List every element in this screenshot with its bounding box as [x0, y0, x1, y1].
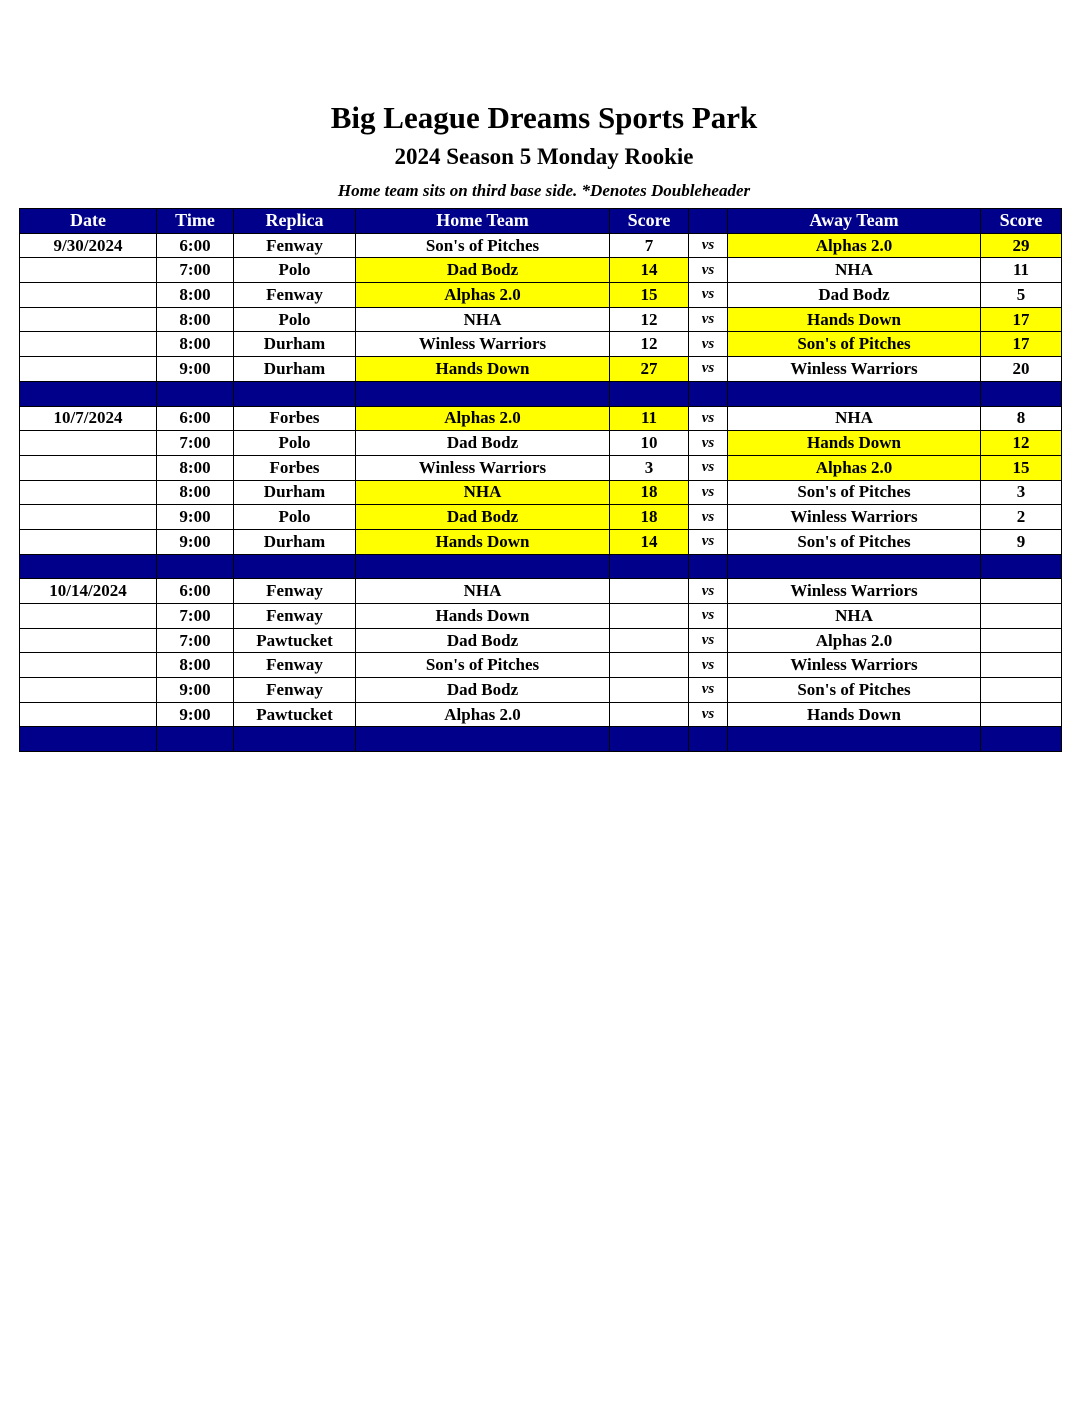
vs-label: vs: [689, 233, 728, 258]
away-score-cell: 8: [981, 406, 1062, 431]
home-team-cell: Winless Warriors: [356, 455, 610, 480]
home-score-cell: [610, 604, 689, 629]
separator-cell: [20, 381, 157, 406]
replica-cell: Durham: [234, 332, 356, 357]
away-team-cell: Hands Down: [728, 702, 981, 727]
game-row: [20, 529, 1062, 554]
home-team-cell: Dad Bodz: [356, 678, 610, 703]
home-team-cell: Dad Bodz: [356, 505, 610, 530]
replica-cell: Fenway: [234, 283, 356, 308]
replica-cell: Fenway: [234, 653, 356, 678]
date-cell: [20, 480, 157, 505]
away-team-cell: Son's of Pitches: [728, 678, 981, 703]
page-title: Big League Dreams Sports Park: [330, 100, 758, 135]
home-team-cell: Dad Bodz: [356, 431, 610, 456]
time-cell: 7:00: [157, 258, 234, 283]
date-cell: [20, 307, 157, 332]
replica-cell: Polo: [234, 431, 356, 456]
home-score-cell: [610, 653, 689, 678]
away-team-cell: Dad Bodz: [728, 283, 981, 308]
vs-label: vs: [689, 406, 728, 431]
replica-cell: Fenway: [234, 579, 356, 604]
home-score-cell: 27: [610, 357, 689, 382]
date-cell: [20, 653, 157, 678]
replica-cell: Pawtucket: [234, 628, 356, 653]
separator-cell: [689, 381, 728, 406]
replica-cell: Durham: [234, 480, 356, 505]
vs-label: vs: [689, 678, 728, 703]
game-row: [20, 604, 1062, 629]
replica-cell: Fenway: [234, 604, 356, 629]
away-score-cell: 9: [981, 529, 1062, 554]
time-cell: 9:00: [157, 678, 234, 703]
home-score-cell: [610, 702, 689, 727]
home-score-cell: 14: [610, 258, 689, 283]
vs-label: vs: [689, 258, 728, 283]
game-row: [20, 357, 1062, 382]
away-team-cell: Winless Warriors: [728, 357, 981, 382]
vs-label: vs: [689, 431, 728, 456]
time-cell: 9:00: [157, 357, 234, 382]
away-team-cell: Hands Down: [728, 307, 981, 332]
col-date-header: Date: [20, 209, 157, 234]
away-score-cell: 3: [981, 480, 1062, 505]
home-score-cell: [610, 579, 689, 604]
time-cell: 7:00: [157, 628, 234, 653]
col-home-team-header: Home Team: [356, 209, 610, 234]
away-score-cell: [981, 579, 1062, 604]
separator-row: [20, 727, 1062, 752]
separator-cell: [234, 381, 356, 406]
home-score-cell: [610, 628, 689, 653]
away-score-cell: 2: [981, 505, 1062, 530]
home-team-cell: Hands Down: [356, 357, 610, 382]
date-cell: [20, 628, 157, 653]
col-replica-header: Replica: [234, 209, 356, 234]
time-cell: 8:00: [157, 332, 234, 357]
time-cell: 8:00: [157, 283, 234, 308]
game-row: [20, 579, 1062, 604]
replica-cell: Durham: [234, 529, 356, 554]
away-score-cell: [981, 678, 1062, 703]
home-score-cell: [610, 678, 689, 703]
col-away-team-header: Away Team: [728, 209, 981, 234]
replica-cell: Forbes: [234, 455, 356, 480]
separator-cell: [728, 727, 981, 752]
home-team-cell: NHA: [356, 480, 610, 505]
home-score-cell: 11: [610, 406, 689, 431]
replica-cell: Fenway: [234, 678, 356, 703]
away-team-cell: Son's of Pitches: [728, 332, 981, 357]
date-cell: [20, 455, 157, 480]
date-cell: [20, 332, 157, 357]
vs-label: vs: [689, 283, 728, 308]
home-score-cell: 7: [610, 233, 689, 258]
home-team-cell: Hands Down: [356, 604, 610, 629]
home-score-cell: 18: [610, 480, 689, 505]
col-vs-header: [689, 209, 728, 234]
vs-label: vs: [689, 529, 728, 554]
schedule-table: [19, 208, 1062, 752]
separator-cell: [356, 727, 610, 752]
vs-label: vs: [689, 307, 728, 332]
header-row: [20, 209, 1062, 234]
date-cell: [20, 702, 157, 727]
separator-cell: [20, 727, 157, 752]
replica-cell: Polo: [234, 258, 356, 283]
home-team-cell: Hands Down: [356, 529, 610, 554]
vs-label: vs: [689, 332, 728, 357]
away-team-cell: NHA: [728, 258, 981, 283]
time-cell: 8:00: [157, 307, 234, 332]
time-cell: 7:00: [157, 604, 234, 629]
time-cell: 9:00: [157, 529, 234, 554]
home-score-cell: 12: [610, 307, 689, 332]
away-score-cell: 17: [981, 307, 1062, 332]
home-team-cell: Winless Warriors: [356, 332, 610, 357]
time-cell: 6:00: [157, 233, 234, 258]
date-cell: [20, 258, 157, 283]
col-time-header: Time: [157, 209, 234, 234]
away-score-cell: [981, 653, 1062, 678]
time-cell: 8:00: [157, 653, 234, 678]
time-cell: 8:00: [157, 480, 234, 505]
game-row: [20, 455, 1062, 480]
game-row: [20, 307, 1062, 332]
date-cell: 10/7/2024: [20, 406, 157, 431]
game-row: [20, 653, 1062, 678]
vs-label: vs: [689, 357, 728, 382]
time-cell: 6:00: [157, 406, 234, 431]
away-score-cell: [981, 702, 1062, 727]
game-row: [20, 702, 1062, 727]
home-score-cell: 3: [610, 455, 689, 480]
separator-cell: [981, 381, 1062, 406]
game-row: [20, 233, 1062, 258]
date-cell: [20, 604, 157, 629]
game-row: [20, 332, 1062, 357]
home-score-cell: 18: [610, 505, 689, 530]
time-cell: 7:00: [157, 431, 234, 456]
vs-label: vs: [689, 480, 728, 505]
away-team-cell: Alphas 2.0: [728, 233, 981, 258]
away-score-cell: 15: [981, 455, 1062, 480]
away-team-cell: Son's of Pitches: [728, 529, 981, 554]
home-score-cell: 12: [610, 332, 689, 357]
game-row: [20, 431, 1062, 456]
date-cell: [20, 357, 157, 382]
game-row: [20, 258, 1062, 283]
separator-cell: [728, 381, 981, 406]
away-team-cell: NHA: [728, 604, 981, 629]
away-score-cell: 11: [981, 258, 1062, 283]
vs-label: vs: [689, 604, 728, 629]
separator-cell: [981, 727, 1062, 752]
date-cell: 10/14/2024: [20, 579, 157, 604]
away-team-cell: Hands Down: [728, 431, 981, 456]
vs-label: vs: [689, 628, 728, 653]
game-row: [20, 283, 1062, 308]
game-row: [20, 406, 1062, 431]
separator-cell: [610, 727, 689, 752]
away-team-cell: NHA: [728, 406, 981, 431]
separator-cell: [20, 554, 157, 579]
separator-cell: [157, 381, 234, 406]
away-score-cell: [981, 628, 1062, 653]
home-score-cell: 14: [610, 529, 689, 554]
replica-cell: Polo: [234, 505, 356, 530]
date-cell: [20, 505, 157, 530]
separator-cell: [981, 554, 1062, 579]
away-score-cell: 12: [981, 431, 1062, 456]
separator-cell: [728, 554, 981, 579]
home-team-cell: NHA: [356, 579, 610, 604]
away-score-cell: 5: [981, 283, 1062, 308]
home-team-cell: Alphas 2.0: [356, 406, 610, 431]
date-cell: [20, 678, 157, 703]
separator-row: [20, 381, 1062, 406]
home-team-cell: Son's of Pitches: [356, 653, 610, 678]
away-score-cell: 17: [981, 332, 1062, 357]
time-cell: 8:00: [157, 455, 234, 480]
date-cell: 9/30/2024: [20, 233, 157, 258]
replica-cell: Forbes: [234, 406, 356, 431]
vs-label: vs: [689, 579, 728, 604]
away-score-cell: 20: [981, 357, 1062, 382]
game-row: [20, 505, 1062, 530]
game-row: [20, 628, 1062, 653]
away-team-cell: Alphas 2.0: [728, 628, 981, 653]
replica-cell: Fenway: [234, 233, 356, 258]
time-cell: 9:00: [157, 702, 234, 727]
separator-cell: [610, 554, 689, 579]
vs-label: vs: [689, 653, 728, 678]
home-team-cell: Alphas 2.0: [356, 283, 610, 308]
game-row: [20, 480, 1062, 505]
away-score-cell: 29: [981, 233, 1062, 258]
away-score-cell: [981, 604, 1062, 629]
away-team-cell: Alphas 2.0: [728, 455, 981, 480]
home-score-cell: 15: [610, 283, 689, 308]
home-score-cell: 10: [610, 431, 689, 456]
separator-cell: [234, 554, 356, 579]
game-row: [20, 678, 1062, 703]
separator-cell: [157, 554, 234, 579]
separator-cell: [689, 554, 728, 579]
separator-cell: [356, 554, 610, 579]
time-cell: 6:00: [157, 579, 234, 604]
separator-cell: [157, 727, 234, 752]
separator-cell: [234, 727, 356, 752]
col-home-score-header: Score: [610, 209, 689, 234]
vs-label: vs: [689, 702, 728, 727]
schedule-note: Home team sits on third base side. *Denotes Doubleheader: [337, 181, 751, 200]
date-cell: [20, 529, 157, 554]
away-team-cell: Winless Warriors: [728, 653, 981, 678]
date-cell: [20, 283, 157, 308]
away-team-cell: Winless Warriors: [728, 505, 981, 530]
home-team-cell: NHA: [356, 307, 610, 332]
home-team-cell: Dad Bodz: [356, 258, 610, 283]
time-cell: 9:00: [157, 505, 234, 530]
vs-label: vs: [689, 505, 728, 530]
replica-cell: Pawtucket: [234, 702, 356, 727]
home-team-cell: Alphas 2.0: [356, 702, 610, 727]
separator-cell: [610, 381, 689, 406]
replica-cell: Polo: [234, 307, 356, 332]
separator-cell: [356, 381, 610, 406]
col-away-score-header: Score: [981, 209, 1062, 234]
page-subtitle: 2024 Season 5 Monday Rookie: [394, 144, 694, 169]
away-team-cell: Son's of Pitches: [728, 480, 981, 505]
home-team-cell: Son's of Pitches: [356, 233, 610, 258]
replica-cell: Durham: [234, 357, 356, 382]
separator-cell: [689, 727, 728, 752]
date-cell: [20, 431, 157, 456]
away-team-cell: Winless Warriors: [728, 579, 981, 604]
vs-label: vs: [689, 455, 728, 480]
separator-row: [20, 554, 1062, 579]
home-team-cell: Dad Bodz: [356, 628, 610, 653]
